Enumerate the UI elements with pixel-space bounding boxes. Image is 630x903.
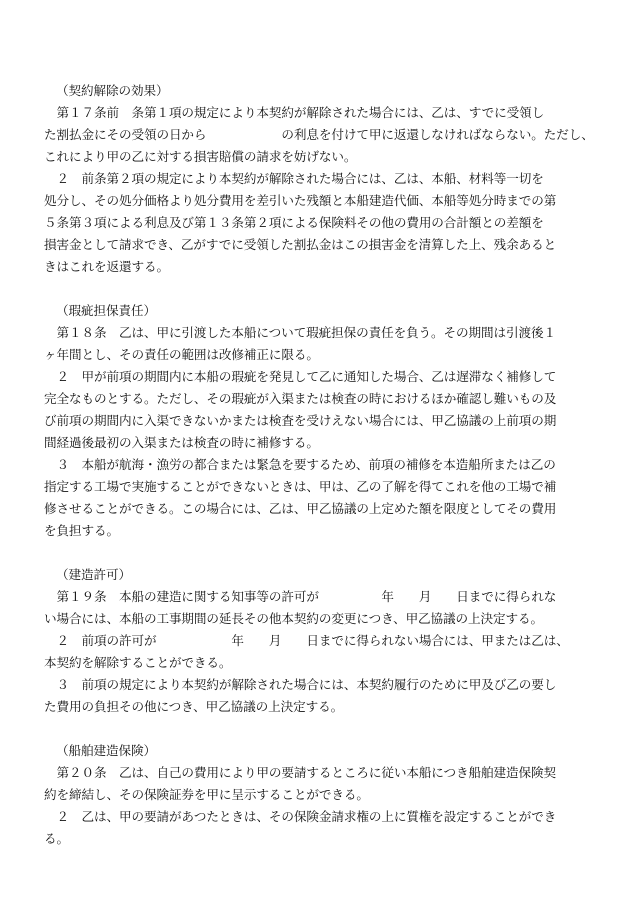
contract-text bbox=[44, 80, 592, 850]
section-heading: （船舶建造保険） bbox=[56, 743, 156, 758]
text-line: 完全なものとする。ただし、その瑕疵が入渠または検査の時におけるほか確認し難いもの及 bbox=[44, 391, 557, 406]
text-line: ３ 前項の規定により本契約が解除された場合には、本契約履行のために甲及び乙の要し bbox=[44, 677, 557, 692]
text-line: ２ 甲が前項の期間内に本船の瑕疵を発見して乙に通知した場合、乙は遅滞なく補修して bbox=[44, 369, 557, 384]
text-line: ５条第３項による利息及び第１３条第２項による保険料その他の費用の合計額との差額を bbox=[44, 215, 544, 230]
text-line: ２ 乙は、甲の要請があつたときは、その保険金請求権の上に質権を設定することができ bbox=[44, 809, 557, 824]
text-line: 第２０条 乙は、自己の費用により甲の要請するところに従い本船につき船舶建造保険契 bbox=[44, 765, 556, 780]
text-line: これにより甲の乙に対する損害賠償の請求を妨げない。 bbox=[44, 149, 357, 164]
text-line: ２ 前項の許可が 年 月 日までに得られない場合には、甲または乙は、 bbox=[44, 633, 569, 648]
text-line: ３ 本船が航海・漁労の都合または緊急を要するため、前項の補修を本造船所または乙の bbox=[44, 457, 556, 472]
text-line: きはこれを返還する。 bbox=[44, 259, 169, 274]
section-construction-permit bbox=[44, 564, 592, 718]
text-line: 間経過後最初の入渠または検査の時に補修する。 bbox=[44, 435, 319, 450]
text-line: た費用の負担その他につき、甲乙協議の上決定する。 bbox=[44, 699, 344, 714]
section-defect-warranty bbox=[44, 300, 592, 542]
text-line: 第１９条 本船の建造に関する知事等の許可が 年 月 日までに得られな bbox=[44, 589, 557, 604]
text-line: 処分し、その処分価格より処分費用を差引いた残額と本船建造代価、本船等処分時までの第 bbox=[44, 193, 557, 208]
section-heading: （建造許可） bbox=[56, 567, 131, 582]
text-line: 修させることができる。この場合には、乙は、甲乙協議の上定めた額を限度としてその費用 bbox=[44, 501, 557, 516]
section-heading: （契約解除の効果） bbox=[56, 83, 169, 98]
text-line: を負担する。 bbox=[44, 523, 119, 538]
text-line: る。 bbox=[44, 831, 69, 846]
section-heading: （瑕疵担保責任） bbox=[56, 303, 156, 318]
section-contract-termination-effect bbox=[44, 80, 592, 278]
text-line: た割払金にその受領の日から の利息を付けて甲に返還しなければならない。ただし、 bbox=[44, 127, 594, 142]
section-shipbuilding-insurance bbox=[44, 740, 592, 850]
text-line: い場合には、本船の工事期間の延長その他本契約の変更につき、甲乙協議の上決定する。 bbox=[44, 611, 543, 626]
text-line: 指定する工場で実施することができないときは、甲は、乙の了解を得てこれを他の工場で補 bbox=[44, 479, 557, 494]
text-line: 損害金として請求でき、乙がすでに受領した割払金はこの損害金を清算した上、残余あると bbox=[44, 237, 557, 252]
text-line: 本契約を解除することができる。 bbox=[44, 655, 232, 670]
text-line: び前項の期間内に入渠できないかまたは検査を受けえない場合には、甲乙協議の上前項の期 bbox=[44, 413, 557, 428]
text-line: ２ 前条第２項の規定により本契約が解除された場合には、乙は、本船、材料等一切を bbox=[44, 171, 544, 186]
text-line: 第１７条前 条第１項の規定により本契約が解除された場合には、乙は、すでに受領し bbox=[44, 105, 545, 120]
text-line: 第１８条 乙は、甲に引渡した本船について瑕疵担保の責任を負う。その期間は引渡後１ bbox=[44, 325, 556, 340]
text-line: 約を締結し、その保険証券を甲に呈示することができる。 bbox=[44, 787, 369, 802]
text-line: ヶ年間とし、その責任の範囲は改修補正に限る。 bbox=[44, 347, 319, 362]
